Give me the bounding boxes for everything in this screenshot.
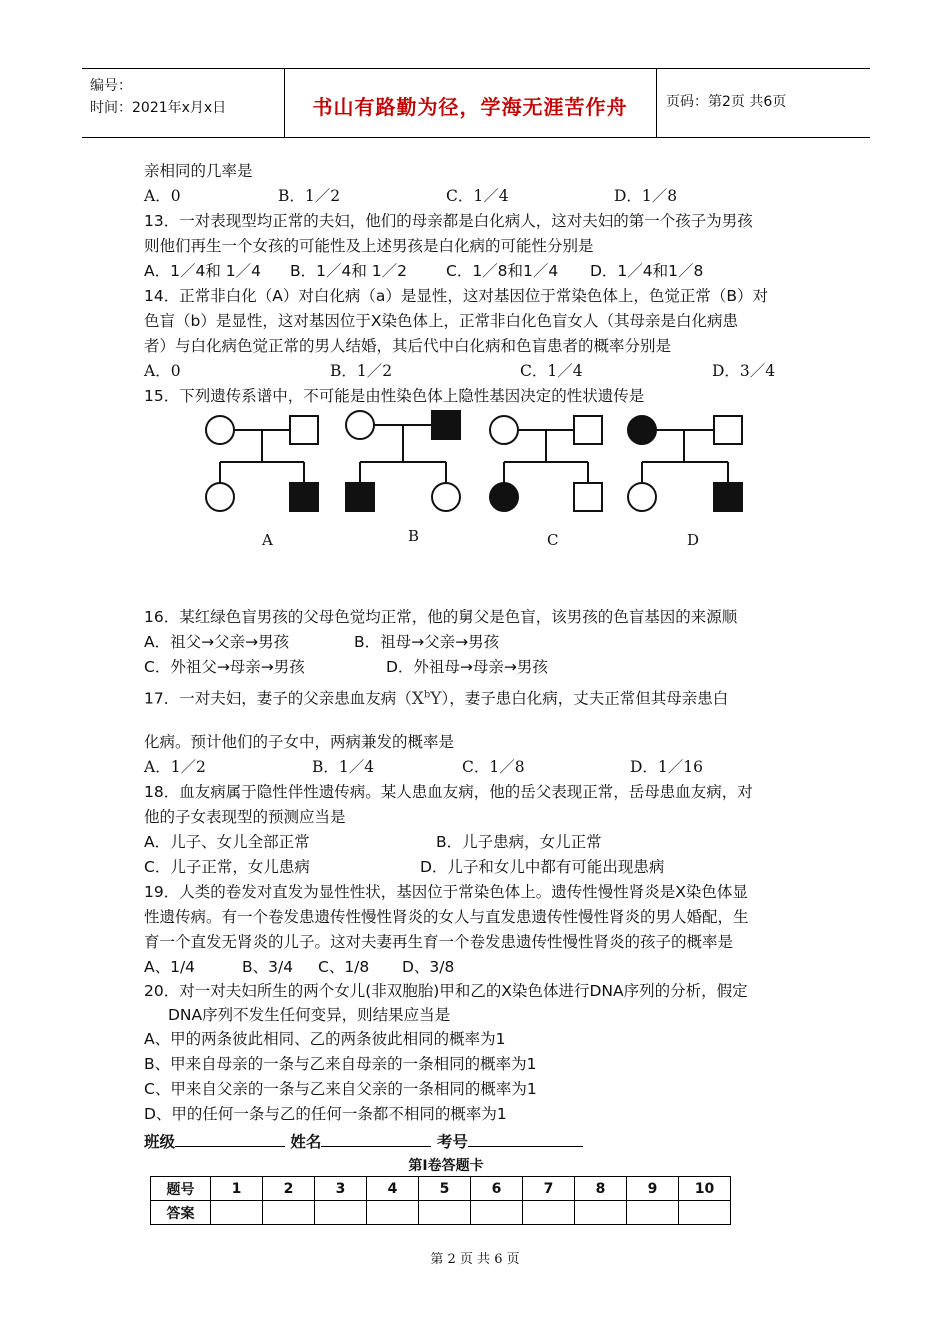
- q20-option-a: A、甲的两条彼此相同、乙的两条彼此相同的概率为1: [144, 1030, 506, 1048]
- pedigree-label-d: D: [687, 531, 700, 549]
- q18-line1: 18．血友病属于隐性伴性遗传病。某人患血友病，他的岳父表现正常，岳母患血友病，对: [144, 783, 753, 801]
- question-number: 2: [263, 1177, 315, 1201]
- q18-option-c: C．儿子正常，女儿患病: [144, 858, 310, 876]
- q14-line2: 色盲（b）是显性，这对基因位于X染色体上，正常非白化色盲女人（其母亲是白化病患: [144, 312, 738, 330]
- q19-option-b: B、3/4: [242, 958, 294, 976]
- q16-option-a: A．祖父→父亲→男孩: [144, 633, 290, 651]
- q14-option-a: A．0: [144, 362, 181, 380]
- q17-line1: [144, 684, 728, 710]
- q17-line1-b: ），妻子患白化病，丈夫正常但其母亲患白: [441, 689, 729, 708]
- pedigree-a: [206, 416, 318, 511]
- answer-cell[interactable]: [263, 1201, 315, 1225]
- page-header: [82, 68, 870, 138]
- question-number: 9: [627, 1177, 679, 1201]
- q17-option-b: B．1／4: [312, 758, 375, 776]
- q14-line3: 者）与白化病色觉正常的男人结婚，其后代中白化病和色盲患者的概率分别是: [144, 337, 672, 355]
- q13-option-d: D．1／4和1／8: [590, 262, 704, 280]
- header-motto: 书山有路勤为径，学海无涯苦作舟: [312, 95, 628, 119]
- q14-option-d: D．3／4: [712, 362, 776, 380]
- pedigree-diagrams: [190, 405, 770, 555]
- q18-line2: 他的子女表现型的预测应当是: [144, 808, 346, 826]
- q12-option-a: A．0: [144, 187, 181, 205]
- answer-card-number-row: [151, 1177, 731, 1201]
- answer-card-table: [150, 1176, 731, 1225]
- question-number: 7: [523, 1177, 575, 1201]
- q15-stem: 15．下列遗传系谱中，不可能是由性染色体上隐性基因决定的性状遗传是: [144, 387, 645, 405]
- page-footer: 第 2 页 共 6 页: [430, 1252, 520, 1267]
- pedigree-c: [490, 416, 602, 511]
- answer-cell[interactable]: [471, 1201, 523, 1225]
- answer-cell[interactable]: [627, 1201, 679, 1225]
- q13-option-b: B．1／4和 1／2: [290, 262, 408, 280]
- q20-option-b: B、甲来自母亲的一条与乙来自母亲的一条相同的概率为1: [144, 1055, 537, 1073]
- question-number: 3: [315, 1177, 367, 1201]
- id-label: 考号: [436, 1133, 468, 1151]
- q16-option-c: C．外祖父→母亲→男孩: [144, 658, 305, 676]
- q19-option-c: C、1/8: [318, 958, 370, 976]
- q16-stem: 16．某红绿色盲男孩的父母色觉均正常，他的舅父是色盲，该男孩的色盲基因的来源顺: [144, 608, 738, 626]
- answer-cell[interactable]: [211, 1201, 263, 1225]
- q19-option-d: D、3/8: [402, 958, 455, 976]
- serial-label: 编号：: [90, 78, 132, 94]
- row-label-answer: 答案: [151, 1201, 211, 1225]
- q18-option-a: A．儿子、女儿全部正常: [144, 833, 310, 851]
- q17-option-d: D．1／16: [630, 758, 704, 776]
- q13-option-c: C．1／8和1／4: [446, 262, 559, 280]
- q12-option-b: B．1／2: [278, 187, 341, 205]
- answer-cell[interactable]: [523, 1201, 575, 1225]
- q14-option-b: B．1／2: [330, 362, 393, 380]
- answer-cell[interactable]: [315, 1201, 367, 1225]
- q16-option-d: D．外祖母→母亲→男孩: [386, 658, 548, 676]
- q20-line1: 20．对一对夫妇所生的两个女儿(非双胞胎)甲和乙的X染色体进行DNA序列的分析，假定: [144, 982, 748, 1000]
- answer-cell[interactable]: [679, 1201, 731, 1225]
- q17-line1-a: 17．一对夫妇，妻子的父亲患血友病（: [144, 689, 412, 708]
- header-divider: [656, 69, 657, 137]
- pedigree-label-b: B: [408, 527, 420, 545]
- q18-option-b: B．儿子患病，女儿正常: [436, 833, 602, 851]
- name-field[interactable]: [321, 1130, 431, 1147]
- id-field[interactable]: [468, 1130, 583, 1147]
- q20-option-c: C、甲来自父亲的一条与乙来自父亲的一条相同的概率为1: [144, 1080, 537, 1098]
- pedigree-label-c: C: [547, 531, 559, 549]
- answer-cell[interactable]: [575, 1201, 627, 1225]
- pedigree-d: [628, 416, 742, 511]
- class-field[interactable]: [175, 1130, 285, 1147]
- q17-option-c: C．1／8: [462, 758, 525, 776]
- answer-card-answer-row: [151, 1201, 731, 1225]
- q20-option-d: D、甲的任何一条与乙的任何一条都不相同的概率为1: [144, 1105, 507, 1123]
- q12-option-c: C．1／4: [446, 187, 509, 205]
- question-number: 10: [679, 1177, 731, 1201]
- q12-option-d: D．1／8: [614, 187, 678, 205]
- q19-line1: 19．人类的卷发对直发为显性性状，基因位于常染色体上。遗传性慢性肾炎是X染色体显: [144, 883, 748, 901]
- q17-line2: 化病。预计他们的子女中，两病兼发的概率是: [144, 733, 455, 751]
- q17-option-a: A．1／2: [144, 758, 206, 776]
- header-page-info: 页码：第2页 共6页: [666, 94, 787, 110]
- q13-line1: 13．一对表现型均正常的夫妇，他们的母亲都是白化病人，这对夫妇的第一个孩子为男孩: [144, 212, 753, 230]
- row-label-number: 题号: [151, 1177, 211, 1201]
- question-number: 8: [575, 1177, 627, 1201]
- pedigree-b: [346, 411, 460, 511]
- time-label: 时间：2021年x月x日: [90, 100, 227, 116]
- q13-line2: 则他们再生一个女孩的可能性及上述男孩是白化病的可能性分别是: [144, 237, 594, 255]
- question-number: 5: [419, 1177, 471, 1201]
- q17-genotype-y: Y: [430, 688, 442, 709]
- q17-genotype: [412, 689, 442, 709]
- q19-line2: 性遗传病。有一个卷发患遗传性慢性肾炎的女人与直发患遗传性慢性肾炎的男人婚配，生: [144, 908, 749, 926]
- q17-genotype-sup: b: [423, 689, 431, 700]
- answer-cell[interactable]: [419, 1201, 471, 1225]
- answer-card-title: 第Ⅰ卷答题卡: [408, 1158, 484, 1174]
- q18-option-d: D．儿子和女儿中都有可能出现患病: [420, 858, 665, 876]
- q13-option-a: A．1／4和 1／4: [144, 262, 261, 280]
- q20-line2: DNA序列不发生任何变异，则结果应当是: [168, 1006, 451, 1024]
- question-number: 1: [211, 1177, 263, 1201]
- q19-option-a: A、1/4: [144, 958, 196, 976]
- q17-genotype-x: X: [411, 688, 424, 709]
- class-label: 班级: [144, 1133, 176, 1151]
- answer-cell[interactable]: [367, 1201, 419, 1225]
- name-label: 姓名: [290, 1133, 322, 1151]
- header-meta: [90, 75, 226, 119]
- student-info: [144, 1130, 583, 1152]
- q12-stem: 亲相同的几率是: [144, 162, 253, 180]
- q14-line1: 14．正常非白化（A）对白化病（a）是显性，这对基因位于常染色体上，色觉正常（B）对: [144, 287, 768, 305]
- question-number: 4: [367, 1177, 419, 1201]
- question-number: 6: [471, 1177, 523, 1201]
- q16-option-b: B．祖母→父亲→男孩: [354, 633, 500, 651]
- q14-option-c: C．1／4: [520, 362, 583, 380]
- q19-line3: 育一个直发无肾炎的儿子。这对夫妻再生育一个卷发患遗传性慢性肾炎的孩子的概率是: [144, 933, 734, 951]
- pedigree-label-a: A: [262, 531, 273, 549]
